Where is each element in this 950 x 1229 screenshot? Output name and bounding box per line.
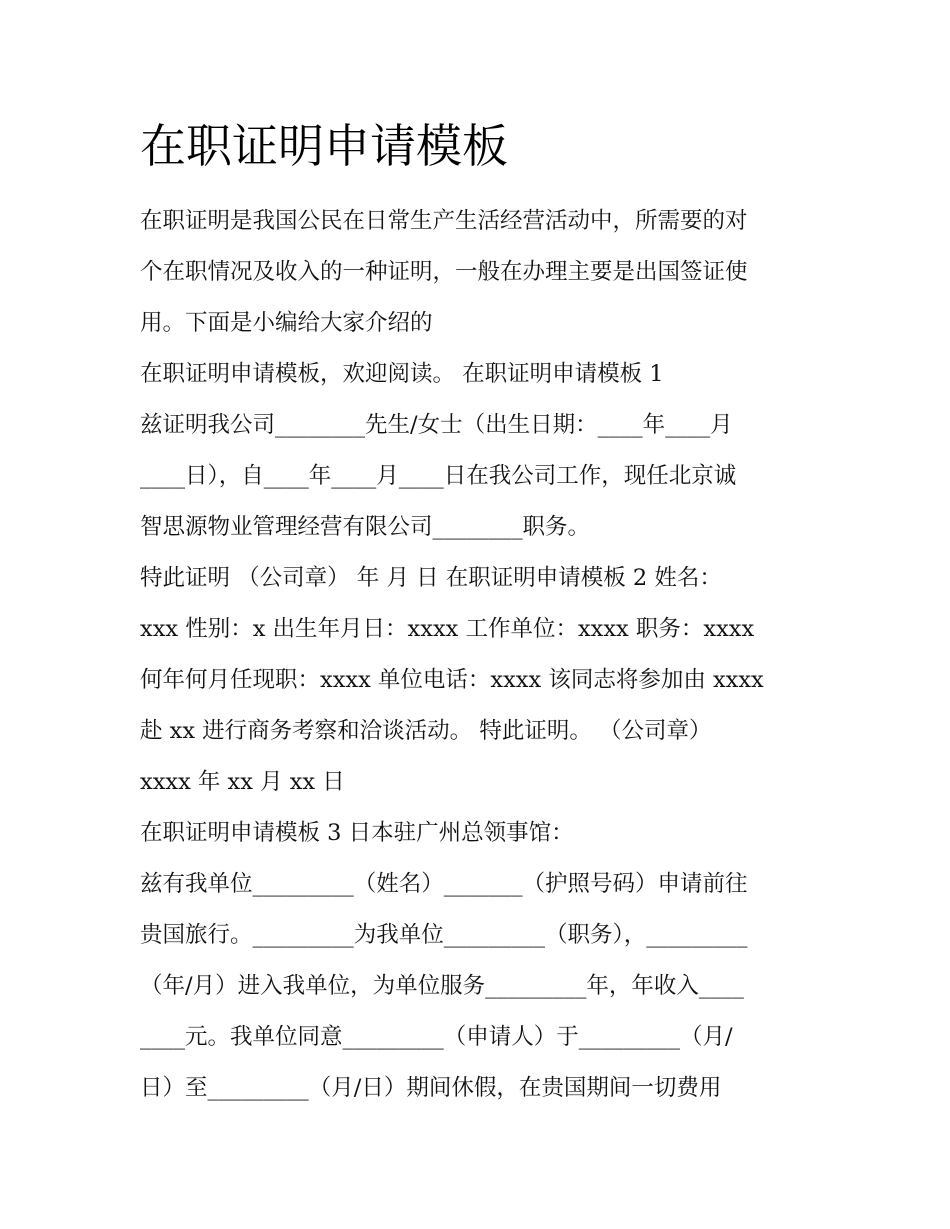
paragraph-line: xxxx 年 xx 月 xx 日 xyxy=(140,769,345,795)
paragraph-line: 在职证明是我国公民在日常生产生活经营活动中，所需要的对 xyxy=(140,208,748,234)
paragraph-line: 用。下面是小编给大家介绍的 xyxy=(140,310,433,336)
paragraph-line: 贵国旅行。_________为我单位_________（职务），_________ xyxy=(140,922,748,948)
paragraph-line: （年/月）进入我单位，为单位服务_________年，年收入____ xyxy=(140,973,744,999)
document-title: 在职证明申请模板 xyxy=(140,119,508,173)
paragraph-line: 智思源物业管理经营有限公司________职务。 xyxy=(140,514,591,540)
paragraph-line: 在职证明申请模板 3 日本驻广州总领事馆： xyxy=(140,820,574,846)
paragraph-line: 何年何月任现职：xxxx 单位电话：xxxx 该同志将参加由 xxxx xyxy=(140,667,764,693)
paragraph-line: 兹有我单位_________（姓名）_______（护照号码）申请前往 xyxy=(140,871,748,897)
paragraph-line: ____元。我单位同意_________（申请人）于_________（月/ xyxy=(140,1024,733,1050)
paragraph-line: 在职证明申请模板，欢迎阅读。 在职证明申请模板 1 xyxy=(140,361,664,387)
paragraph-line: 日）至_________（月/日）期间休假，在贵国期间一切费用 xyxy=(140,1075,722,1101)
paragraph-line: 特此证明 （公司章） 年 月 日 在职证明申请模板 2 姓名： xyxy=(140,565,722,591)
paragraph-line: ____日），自____年____月____日在我公司工作，现任北京诚 xyxy=(140,463,737,489)
paragraph-line: xxx 性别：x 出生年月日：xxxx 工作单位：xxxx 职务：xxxx xyxy=(140,616,755,642)
paragraph-line: 赴 xx 进行商务考察和洽谈活动。 特此证明。 （公司章） xyxy=(140,718,712,744)
paragraph-line: 个在职情况及收入的一种证明，一般在办理主要是出国签证使 xyxy=(140,259,748,285)
paragraph-line: 兹证明我公司________先生/女士（出生日期：____年____月 xyxy=(140,412,733,438)
